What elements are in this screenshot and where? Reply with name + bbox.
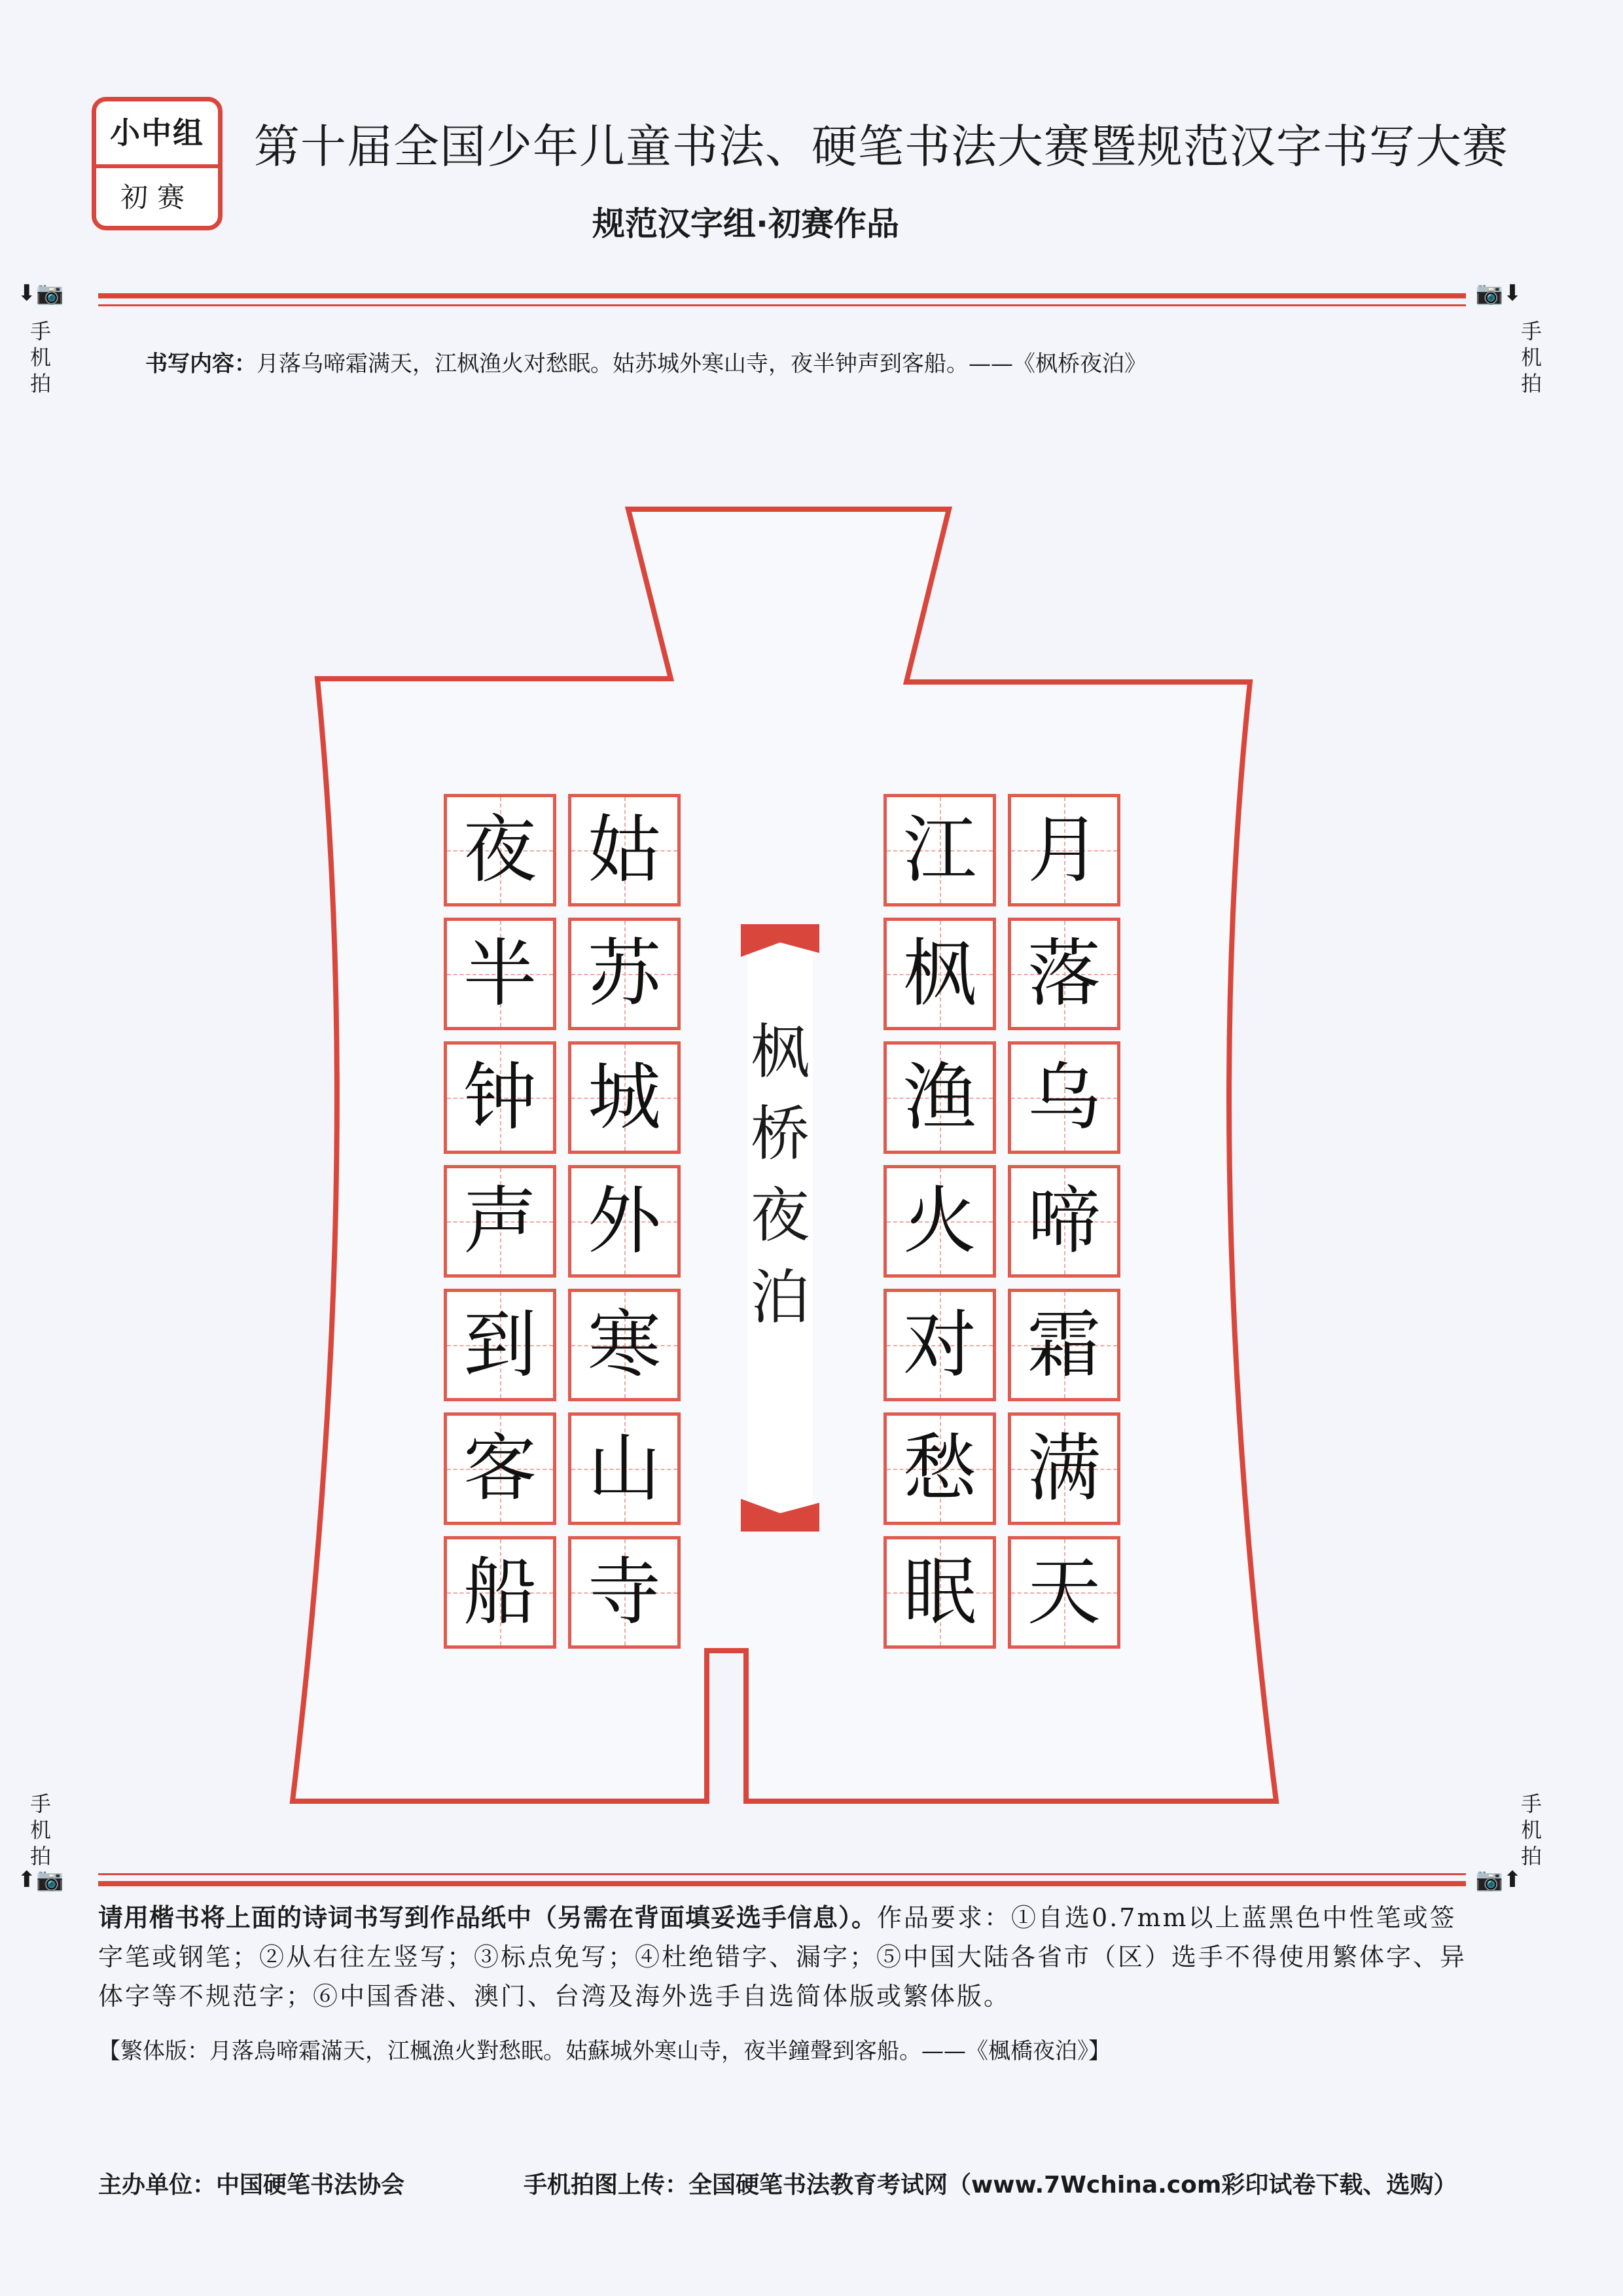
grid-cell bbox=[1008, 1289, 1120, 1401]
grid-character: 到 bbox=[463, 1302, 537, 1388]
grid-cell bbox=[444, 1041, 556, 1154]
competition-title: 第十届全国少年儿童书法、硬笔书法大赛暨规范汉字书写大赛 bbox=[254, 120, 1508, 173]
grid-cell bbox=[568, 1165, 681, 1278]
grid-character: 半 bbox=[463, 931, 537, 1016]
grid-cell bbox=[1008, 1041, 1120, 1154]
work-subtitle: 规范汉字组·初赛作品 bbox=[592, 205, 899, 243]
grid-character: 姑 bbox=[588, 808, 661, 893]
grid-cell bbox=[568, 1412, 681, 1525]
grid-cell bbox=[1008, 1412, 1120, 1525]
grid-cell bbox=[883, 918, 996, 1030]
grid-cell bbox=[883, 1165, 996, 1278]
instructions bbox=[98, 1898, 1472, 2016]
grid-cell bbox=[568, 1041, 681, 1154]
writing-content-text: 月落乌啼霜满天，江枫渔火对愁眠。姑苏城外寒山寺，夜半钟声到客船。——《枫桥夜泊》 bbox=[257, 351, 1147, 377]
phone-photo-label-br: 手机拍 bbox=[1520, 1791, 1542, 1869]
grid-character: 夜 bbox=[463, 808, 537, 893]
grid-character: 天 bbox=[1027, 1550, 1101, 1635]
poem-title: 枫桥夜泊 bbox=[751, 1018, 810, 1332]
instructions-body: 作品要求：①自选0.7mm以上蓝黑色中性笔或签字笔或钢笔；②从右往左竖写；③标点免写；④杜绝错字、漏字；⑤中国大陆各省市（区）选手不得使用繁体字、异体字等不规范字；⑥中国香港、澳门、台湾及海外选手自选简体版或繁体版。 bbox=[98, 1903, 1467, 2011]
grid-cell bbox=[883, 1412, 996, 1525]
badge-group: 小中组 bbox=[96, 101, 218, 168]
grid-cell bbox=[444, 1412, 556, 1525]
upload-info: 手机拍图上传：全国硬笔书法教育考试网（www.7Wchina.com彩印试卷下载、选购） bbox=[524, 2172, 1457, 2198]
grid-cell bbox=[444, 1536, 556, 1649]
grid-character: 霜 bbox=[1027, 1302, 1101, 1388]
grid-character: 满 bbox=[1027, 1426, 1101, 1511]
camera-arrow-icon-tr: 📷⬇ bbox=[1475, 280, 1522, 306]
grid-cell bbox=[568, 794, 681, 906]
grid-cell bbox=[1008, 794, 1120, 906]
grid-cell bbox=[1008, 918, 1120, 1030]
organizer: 主办单位：中国硬笔书法协会 bbox=[98, 2172, 405, 2198]
grid-cell bbox=[1008, 1536, 1120, 1649]
phone-photo-label-tl: 手机拍 bbox=[29, 319, 51, 396]
grid-character: 寒 bbox=[588, 1302, 661, 1388]
writing-content-label: 书写内容： bbox=[145, 351, 257, 377]
badge-stage: 初赛 bbox=[120, 181, 194, 213]
bottom-rule-thin bbox=[98, 1873, 1466, 1875]
grid-cell bbox=[444, 1289, 556, 1401]
grid-character: 客 bbox=[463, 1426, 537, 1511]
grid-cell bbox=[1008, 1165, 1120, 1278]
grid-character: 枫 bbox=[903, 931, 976, 1016]
grid-character: 月 bbox=[1027, 808, 1101, 893]
grid-character: 火 bbox=[903, 1179, 976, 1264]
grid-cell bbox=[444, 1165, 556, 1278]
grid-cell bbox=[568, 1536, 681, 1649]
camera-arrow-icon-br: 📷⬆ bbox=[1475, 1867, 1522, 1893]
grid-cell bbox=[568, 918, 681, 1030]
grid-cell bbox=[883, 1041, 996, 1154]
grid-cell bbox=[444, 794, 556, 906]
grid-cell bbox=[883, 1536, 996, 1649]
grid-character: 乌 bbox=[1027, 1055, 1101, 1140]
camera-arrow-icon-tl: ⬇📷 bbox=[17, 280, 64, 306]
grid-character: 钟 bbox=[463, 1055, 537, 1140]
phone-photo-label-tr: 手机拍 bbox=[1520, 319, 1542, 396]
grid-character: 寺 bbox=[588, 1550, 661, 1635]
camera-arrow-icon-bl: ⬆📷 bbox=[17, 1867, 64, 1893]
grid-character: 苏 bbox=[588, 931, 661, 1016]
grid-cell bbox=[444, 918, 556, 1030]
grid-character: 声 bbox=[463, 1179, 537, 1264]
traditional-version: 【繁体版：月落烏啼霜滿天，江楓漁火對愁眠。姑蘇城外寒山寺，夜半鐘聲到客船。——《楓橋夜泊》】 bbox=[98, 2038, 1111, 2064]
bottom-rule bbox=[98, 1881, 1466, 1886]
grid-character: 眠 bbox=[903, 1550, 976, 1635]
grid-character: 船 bbox=[463, 1550, 537, 1635]
instructions-lead: 请用楷书将上面的诗词书写到作品纸中（另需在背面填妥选手信息）。 bbox=[98, 1903, 878, 1932]
grid-character: 山 bbox=[588, 1426, 661, 1511]
grid-character: 对 bbox=[903, 1302, 976, 1388]
grid-character: 啼 bbox=[1027, 1179, 1101, 1264]
grid-character: 城 bbox=[588, 1055, 661, 1140]
grid-character: 外 bbox=[588, 1179, 661, 1264]
grid-character: 落 bbox=[1027, 931, 1101, 1016]
phone-photo-label-bl: 手机拍 bbox=[29, 1791, 51, 1869]
grid-cell bbox=[883, 794, 996, 906]
grid-cell bbox=[568, 1289, 681, 1401]
grid-character: 江 bbox=[903, 808, 976, 893]
grid-character: 愁 bbox=[903, 1426, 976, 1511]
grid-cell bbox=[883, 1289, 996, 1401]
grid-character: 渔 bbox=[903, 1055, 976, 1140]
